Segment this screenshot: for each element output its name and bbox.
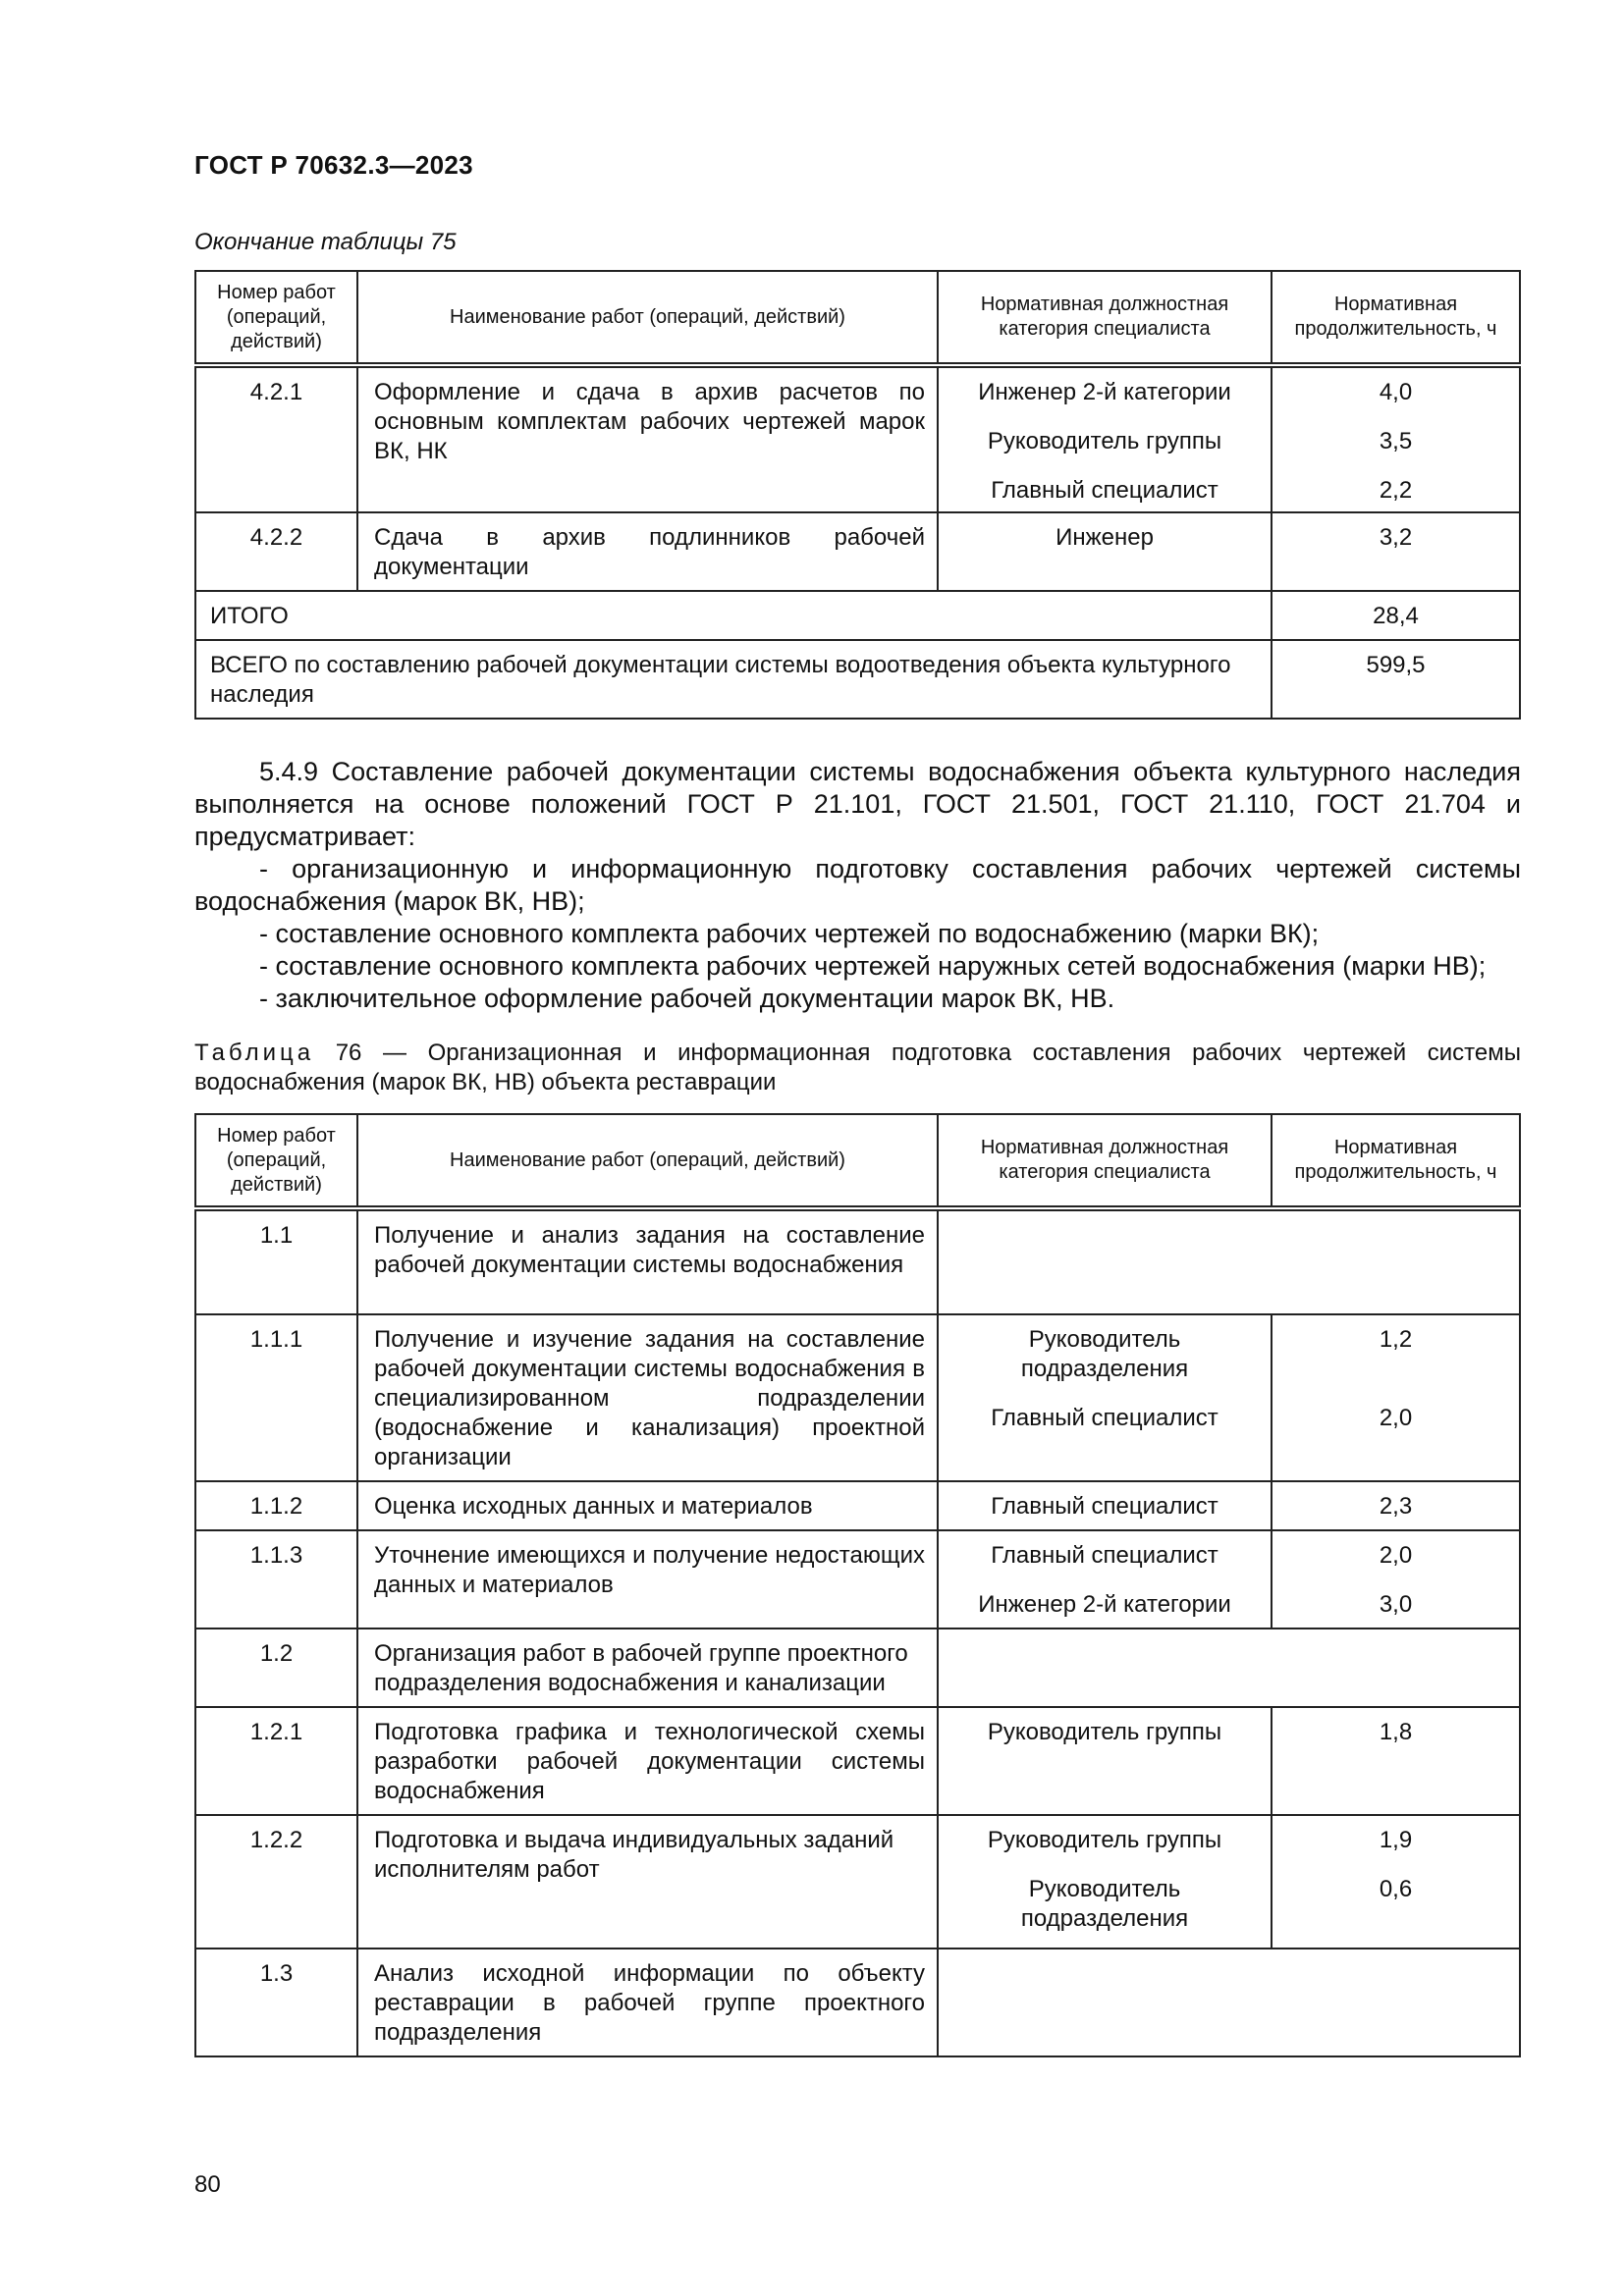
table-row [195, 512, 1520, 591]
table-row [195, 1629, 1520, 1707]
total-value: 28,4 [1272, 591, 1520, 640]
work-number: 4.2.2 [195, 512, 357, 591]
role-cell [938, 1481, 1272, 1530]
hours-cell [1272, 512, 1520, 591]
empty-cell [938, 1629, 1520, 1707]
total-row [195, 591, 1520, 640]
hours-value: 2,2 [1379, 477, 1413, 504]
column-header-name: Наименование работ (операций, действий) [357, 271, 938, 365]
work-name: Анализ исходной информации по объекту реставрации в рабочей группе проектного подразделения [357, 1949, 938, 2056]
role-label: Инженер [1056, 524, 1154, 551]
role-label: Главный специалист [991, 1493, 1218, 1520]
work-name: Получение и изучение задания на составление рабочей документации системы водоснабжения в специализированном подразделении (водоснабжение и канализация) проектной организации [357, 1314, 938, 1481]
list-item: - организационную и информационную подготовку составления рабочих чертежей системы водоснабжения (марок ВК, НВ); [194, 854, 1521, 916]
table-row [195, 1481, 1520, 1530]
role-label: Руководитель группы [987, 1719, 1222, 1745]
work-number: 1.2.1 [195, 1707, 357, 1815]
role-cell [938, 1707, 1272, 1815]
table-75 [194, 270, 1521, 720]
hours-value: 2,3 [1379, 1493, 1413, 1520]
grand-total-row [195, 640, 1520, 719]
hours-cell [1272, 1815, 1520, 1949]
work-name: Сдача в архив подлинников рабочей документации [357, 512, 938, 591]
hours-cell [1272, 365, 1520, 512]
role-label: Главный специалист [991, 477, 1218, 504]
work-number: 1.1.2 [195, 1481, 357, 1530]
role-label: Инженер 2-й категории [978, 1591, 1231, 1618]
table-76-caption-label: Таблица [194, 1040, 315, 1066]
hours-value: 3,5 [1379, 428, 1413, 454]
work-name: Уточнение имеющихся и получение недостающих данных и материалов [357, 1530, 938, 1629]
list-item: - заключительное оформление рабочей документации марок ВК, НВ. [259, 984, 1115, 1013]
work-number: 1.2.2 [195, 1815, 357, 1949]
hours-cell [1272, 1314, 1520, 1481]
table-row [195, 1707, 1520, 1815]
role-cell [938, 1815, 1272, 1949]
role-cell [938, 1314, 1272, 1481]
table-row [195, 1949, 1520, 2056]
work-number: 1.1 [195, 1208, 357, 1314]
column-header-hours: Нормативная продолжительность, ч [1272, 271, 1520, 365]
hours-cell [1272, 1530, 1520, 1629]
column-header-role: Нормативная должностная категория специалиста [938, 271, 1272, 365]
hours-value: 2,0 [1379, 1405, 1413, 1431]
table-row [195, 1208, 1520, 1314]
hours-value: 2,0 [1379, 1542, 1413, 1569]
table-row [195, 1314, 1520, 1481]
empty-cell [938, 1949, 1520, 2056]
role-label: Главный специалист [991, 1542, 1218, 1569]
work-name: Оценка исходных данных и материалов [357, 1481, 938, 1530]
column-header-hours: Нормативная продолжительность, ч [1272, 1114, 1520, 1208]
table-row [195, 1530, 1520, 1629]
work-name: Подготовка и выдача индивидуальных заданий исполнителям работ [357, 1815, 938, 1949]
hours-value: 3,0 [1379, 1591, 1413, 1618]
work-name: Организация работ в рабочей группе проектного подразделения водоснабжения и канализации [357, 1629, 938, 1707]
work-name: Получение и анализ задания на составление рабочей документации системы водоснабжения [357, 1208, 938, 1314]
work-number: 4.2.1 [195, 365, 357, 512]
table-75-continuation-caption: Окончание таблицы 75 [194, 229, 457, 255]
role-cell [938, 512, 1272, 591]
hours-cell [1272, 1707, 1520, 1815]
column-header-role: Нормативная должностная категория специалиста [938, 1114, 1272, 1208]
role-label: Руководитель подразделения [1020, 1326, 1189, 1382]
hours-value: 0,6 [1379, 1876, 1413, 1902]
total-label: ИТОГО [195, 591, 1272, 640]
page-number: 80 [194, 2171, 221, 2198]
table-76-caption-text: 76 — Организационная и информационная подготовка составления рабочих чертежей системы водоснабжения (марок ВК, НВ) объекта реставрации [194, 1040, 1521, 1095]
list-item: - составление основного комплекта рабочих чертежей по водоснабжению (марки ВК); [259, 919, 1320, 948]
hours-value: 4,0 [1379, 379, 1413, 405]
role-label: Инженер 2-й категории [978, 379, 1231, 405]
work-number: 1.1.3 [195, 1530, 357, 1629]
hours-value: 1,2 [1379, 1326, 1413, 1353]
work-name: Оформление и сдача в архив расчетов по основным комплектам рабочих чертежей марок ВК, НК [357, 365, 938, 512]
column-header-number: Номер работ (операций, действий) [195, 1114, 357, 1208]
list-item: - составление основного комплекта рабочих чертежей наружных сетей водоснабжения (марки НВ); [259, 951, 1487, 981]
role-label: Главный специалист [991, 1405, 1218, 1431]
empty-cell [938, 1208, 1520, 1314]
work-number: 1.2 [195, 1629, 357, 1707]
role-label: Руководитель группы [987, 1827, 1222, 1853]
column-header-number: Номер работ (операций, действий) [195, 271, 357, 365]
grand-total-value: 599,5 [1272, 640, 1520, 719]
table-76-caption [194, 1039, 1521, 1097]
role-label: Руководитель группы [987, 428, 1222, 454]
table-row [195, 1815, 1520, 1949]
role-cell [938, 1530, 1272, 1629]
section-intro: 5.4.9 Составление рабочей документации системы водоснабжения объекта культурного наследия выполняется на основе положений ГОСТ Р 21.101, ГОСТ 21.501, ГОСТ 21.110, ГОСТ 21.704 и предусматривает: [194, 757, 1521, 851]
hours-value: 1,9 [1379, 1827, 1413, 1853]
document-header: ГОСТ Р 70632.3—2023 [194, 150, 473, 180]
grand-total-label: ВСЕГО по составлению рабочей документации системы водоотведения объекта культурного наследия [195, 640, 1272, 719]
role-cell [938, 365, 1272, 512]
role-label: Руководитель подразделения [1020, 1876, 1189, 1932]
hours-value: 3,2 [1379, 524, 1413, 551]
hours-cell [1272, 1481, 1520, 1530]
section-5-4-9 [194, 756, 1521, 1015]
column-header-name: Наименование работ (операций, действий) [357, 1114, 938, 1208]
table-row [195, 365, 1520, 512]
table-76 [194, 1113, 1521, 2057]
work-number: 1.1.1 [195, 1314, 357, 1481]
hours-value: 1,8 [1379, 1719, 1413, 1745]
work-name: Подготовка графика и технологической схемы разработки рабочей документации системы водоснабжения [357, 1707, 938, 1815]
work-number: 1.3 [195, 1949, 357, 2056]
